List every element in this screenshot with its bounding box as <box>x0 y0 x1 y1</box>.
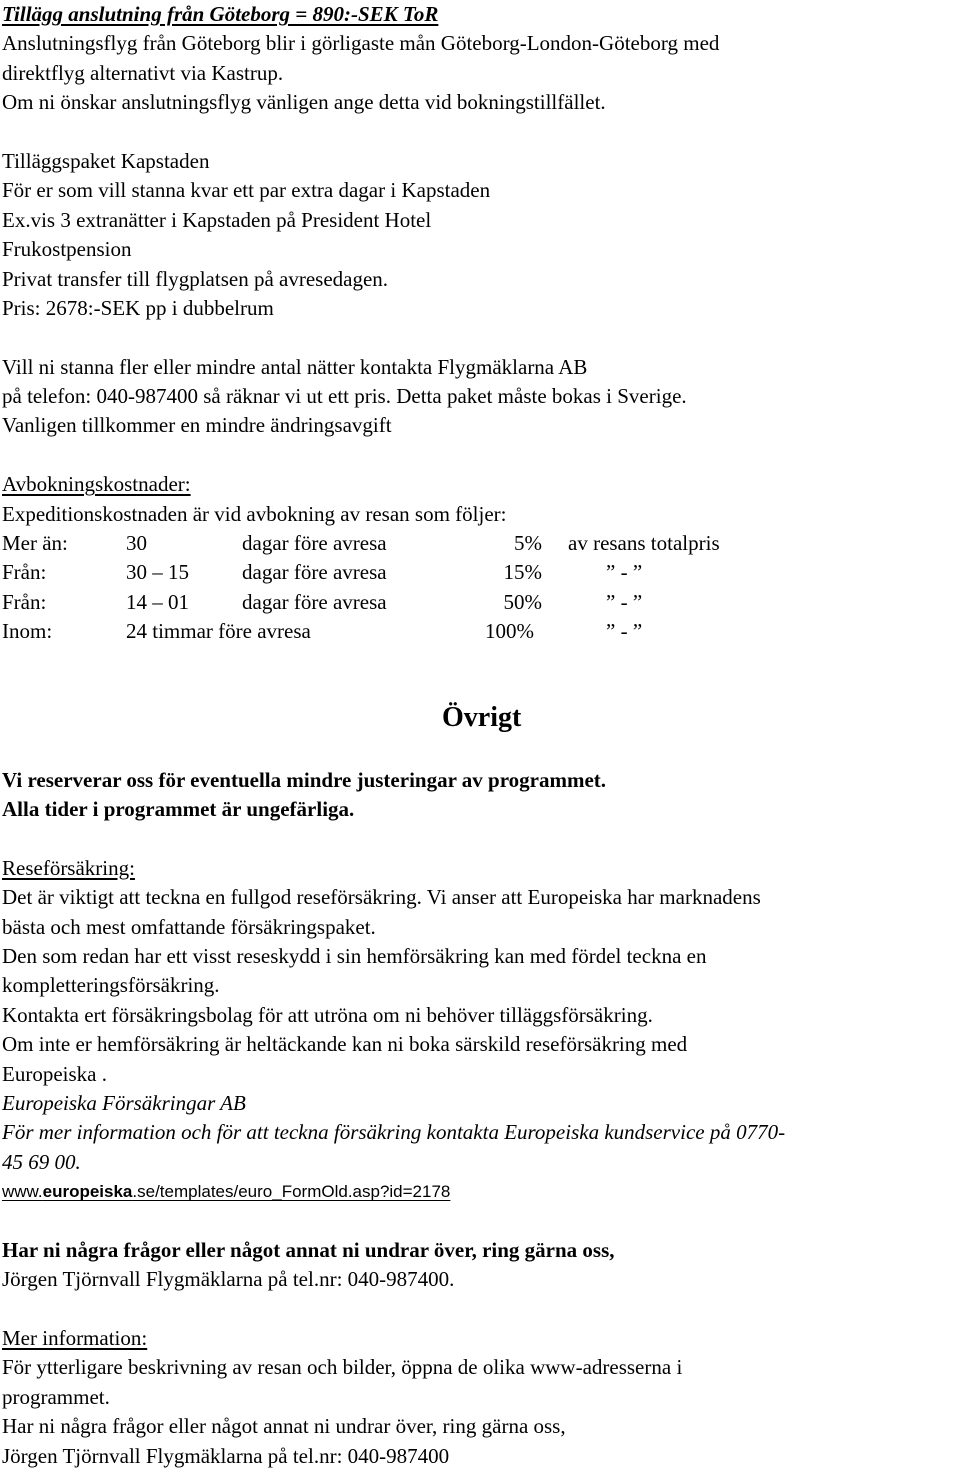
spacer <box>2 824 958 853</box>
cancellation-when: 24 timmar före avresa <box>126 619 311 644</box>
insurance-text-line: bästa och mest omfattande försäkringspaket. <box>2 914 376 939</box>
spacer <box>2 1295 958 1324</box>
cancellation-note: ” - ” <box>606 619 643 644</box>
cancellation-when: dagar före avresa <box>242 531 387 556</box>
package-note-line: på telefon: 040-987400 så räknar vi ut ett pris. Detta paket måste bokas i Sverige. <box>2 384 687 409</box>
insurance-text-line: Det är viktigt att teckna en fullgod reseförsäkring. Vi anser att Europeiska har marknadens <box>2 885 761 910</box>
package-text-line: Frukostpension <box>2 237 132 262</box>
insurance-text-line: Om inte er hemförsäkring är heltäckande kan ni boka särskild reseförsäkring med <box>2 1032 688 1057</box>
package-text-line: För er som vill stanna kvar ett par extra dagar i Kapstaden <box>2 178 491 203</box>
more-info-line: programmet. <box>2 1384 110 1409</box>
cancellation-days: 30 – 15 <box>126 560 189 585</box>
connection-text-line: Om ni önskar anslutningsflyg vänligen ange detta vid bokningstillfället. <box>2 90 606 115</box>
package-note-line: Vanligen tillkommer en mindre ändringsavgift <box>2 413 392 438</box>
cancellation-when: dagar före avresa <box>242 589 387 614</box>
other-bold-line: Alla tider i programmet är ungefärliga. <box>2 796 355 821</box>
cancellation-row <box>2 529 958 558</box>
more-info-line: För ytterligare beskrivning av resan och bilder, öppna de olika www-adresserna i <box>2 1355 683 1380</box>
insurance-company-name: Europeiska Försäkringar AB <box>2 1090 246 1115</box>
url-domain: europeiska <box>42 1182 133 1202</box>
package-note-line: Vill ni stanna fler eller mindre antal nätter kontakta Flygmäklarna AB <box>2 354 588 379</box>
questions-bold-line: Har ni några frågor eller något annat ni undrar över, ring gärna oss, <box>2 1237 615 1262</box>
spacer <box>2 118 958 147</box>
cancellation-intro: Expeditionskostnaden är vid avbokning av resan som följer: <box>2 501 507 526</box>
cancellation-note: ” - ” <box>606 589 643 614</box>
cancellation-label: Mer än: <box>2 531 68 556</box>
spacer <box>2 323 958 352</box>
url-prefix: www. <box>2 1182 43 1202</box>
package-title: Tilläggspaket Kapstaden <box>2 148 210 173</box>
more-info-line: Har ni några frågor eller något annat ni undrar över, ring gärna oss, <box>2 1414 566 1439</box>
cancellation-row <box>2 588 958 617</box>
cancellation-label: Inom: <box>2 619 53 644</box>
connection-title: Tillägg anslutning från Göteborg = 890:-SEK ToR <box>2 2 439 26</box>
cancellation-days: 14 – 01 <box>126 589 189 614</box>
cancellation-percent: 50% <box>503 589 542 614</box>
cancellation-note: av resans totalpris <box>568 531 720 556</box>
cancellation-label: Från: <box>2 560 47 585</box>
insurance-url-link[interactable] <box>2 1177 958 1206</box>
package-text-line: Ex.vis 3 extranätter i Kapstaden på President Hotel <box>2 207 432 232</box>
cancellation-when: dagar före avresa <box>242 560 387 585</box>
insurance-text-line: kompletteringsförsäkring. <box>2 973 220 998</box>
connection-text-line: Anslutningsflyg från Göteborg blir i görligaste mån Göteborg-London-Göteborg med <box>2 31 720 56</box>
insurance-info-line: För mer information och för att teckna försäkring kontakta Europeiska kundservice på 0770- <box>2 1120 786 1145</box>
cancellation-percent: 5% <box>514 531 542 556</box>
document-page <box>2 0 958 1471</box>
insurance-text-line: Europeiska . <box>2 1061 107 1086</box>
cancellation-percent: 100% <box>485 619 534 644</box>
cancellation-title: Avbokningskostnader: <box>2 472 191 497</box>
cancellation-label: Från: <box>2 589 47 614</box>
cancellation-row <box>2 558 958 587</box>
other-bold-line: Vi reserverar oss för eventuella mindre justeringar av programmet. <box>2 767 607 792</box>
spacer <box>2 441 958 470</box>
questions-contact: Jörgen Tjörnvall Flygmäklarna på tel.nr: 040-987400. <box>2 1267 455 1292</box>
url-path: .se/templates/euro_FormOld.asp?id=2178 <box>132 1182 451 1202</box>
package-price: Pris: 2678:-SEK pp i dubbelrum <box>2 295 274 320</box>
spacer <box>2 647 958 690</box>
insurance-title: Reseförsäkring: <box>2 855 135 880</box>
spacer <box>2 746 958 766</box>
insurance-text-line: Den som redan har ett visst reseskydd i sin hemförsäkring kan med fördel teckna en <box>2 943 707 968</box>
cancellation-days: 30 <box>126 531 147 556</box>
spacer <box>2 1206 958 1235</box>
more-info-title: Mer information: <box>2 1326 148 1351</box>
package-text-line: Privat transfer till flygplatsen på avresedagen. <box>2 266 389 291</box>
insurance-phone-line: 45 69 00. <box>2 1149 81 1174</box>
cancellation-row <box>2 617 958 646</box>
cancellation-note: ” - ” <box>606 560 643 585</box>
insurance-text-line: Kontakta ert försäkringsbolag för att utröna om ni behöver tilläggsförsäkring. <box>2 1002 653 1027</box>
other-title: Övrigt <box>442 701 522 733</box>
connection-text-line: direktflyg alternativt via Kastrup. <box>2 60 284 85</box>
cancellation-percent: 15% <box>503 560 542 585</box>
more-info-line: Jörgen Tjörnvall Flygmäklarna på tel.nr: 040-987400 <box>2 1443 450 1468</box>
